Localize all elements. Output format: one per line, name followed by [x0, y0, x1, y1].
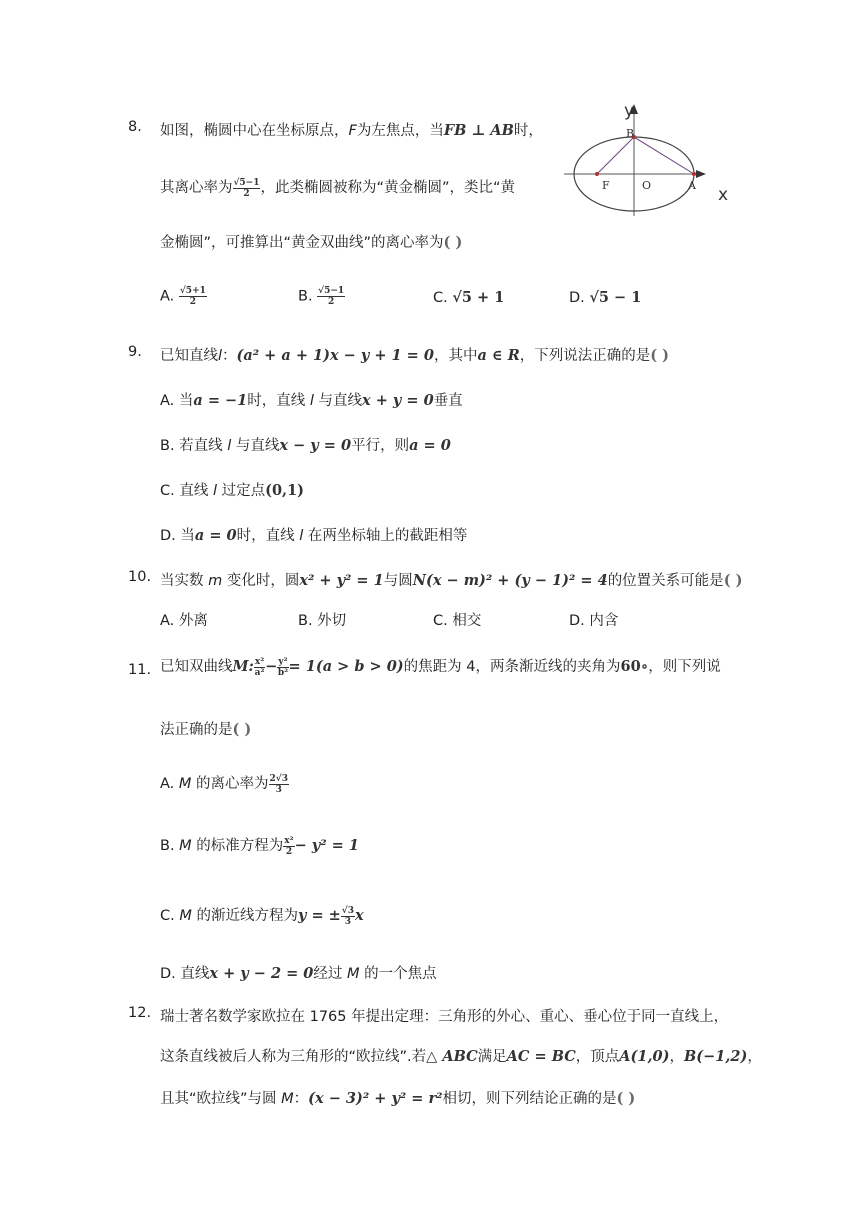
option-d: D. 内含 — [569, 613, 619, 629]
question-text-line1: 如图，椭圆中心在坐标原点，F为左焦点，当FB ⊥ AB时， — [160, 122, 543, 139]
question-number: 9. — [128, 344, 142, 360]
question-number: 10. — [128, 569, 152, 585]
eccentricity-fraction: $\frac{√5-1}{2}$ — [233, 177, 260, 199]
answer-parentheses: ( ) — [443, 234, 463, 251]
option-b: B. 外切 — [298, 613, 347, 629]
question-text-line2: 其离心率为 $\frac{√5-1}{2}$ ，此类椭圆被称为“黄金椭圆”，类比“黄 — [160, 177, 516, 199]
question-stem-line2: 法正确的是( ) — [160, 721, 252, 738]
question-stem-line2: 这条直线被后人称为三角形的“欧拉线”.若△ ABC满足AC = BC，顶点A(1,0)，B(−1,2)， — [160, 1048, 762, 1065]
option-a: A. 外离 — [160, 613, 208, 629]
option-c: C. 直线 l 过定点(0,1) — [160, 482, 305, 499]
question-number: 12. — [128, 1005, 152, 1021]
label-a: A — [688, 179, 696, 192]
label-o: O — [642, 179, 652, 192]
option-a: A. 当a = −1时，直线 l 与直线x + y = 0垂直 — [160, 392, 463, 409]
question-stem: 已知直线l：(a² + a + 1)x − y + 1 = 0，其中a ∈ R，下列说法正确的是( ) — [160, 347, 670, 364]
question-stem: 当实数 m 变化时，圆x² + y² = 1与圆N(x − m)² + (y − 1)² = 4的位置关系可能是( ) — [160, 572, 743, 589]
segment-ab — [634, 137, 694, 174]
option-d: D. 当a = 0时，直线 l 在两坐标轴上的截距相等 — [160, 527, 468, 544]
option-a: A. M 的离心率为 $\frac{2√3}{3}$ — [160, 773, 288, 795]
question-number: 11. — [128, 662, 152, 678]
point-f — [595, 172, 599, 176]
question-number: 8. — [128, 119, 142, 135]
option-d: D. √5 − 1 — [569, 289, 642, 306]
x-axis-arrow — [696, 170, 706, 178]
question-stem-line1: 已知双曲线M: $\frac{\text{x²}}{\text{a²}}$ − $\frac{\text{y²}}{\text{b²}}$ = 1(a > b > 0)的焦距为 4，两条渐近线的夹角为60∘，则下列说 — [160, 656, 721, 678]
label-f: F — [602, 179, 610, 192]
option-c: C. √5 + 1 — [433, 289, 505, 306]
label-b: B — [626, 127, 635, 140]
point-a — [692, 172, 696, 176]
label-y: y — [624, 101, 635, 121]
ellipse-figure — [560, 98, 740, 222]
option-a: A. $\frac{√5+1}{2}$ — [160, 286, 206, 307]
label-x: x — [718, 185, 729, 205]
option-d: D. 直线x + y − 2 = 0经过 M 的一个焦点 — [160, 965, 437, 982]
option-b: B. $\frac{√5-1}{2}$ — [298, 286, 345, 307]
question-stem-line3: 且其“欧拉线”与圆 M：(x − 3)² + y² = r²相切，则下列结论正确的是( ) — [160, 1090, 636, 1107]
option-c: C. 相交 — [433, 613, 482, 629]
question-stem-line1: 瑞士著名数学家欧拉在 1765 年提出定理：三角形的外心、重心、垂心位于同一直线上， — [160, 1009, 729, 1025]
question-text-line3: 金椭圆”，可推算出“黄金双曲线”的离心率为( ) — [160, 234, 463, 251]
perpendicular-condition: FB ⊥ AB — [443, 122, 514, 139]
option-c: C. M 的渐近线方程为y = ± $\frac{√3}{3}$ x — [160, 905, 364, 927]
option-b: B. M 的标准方程为 $\frac{\text{x²}}{2}$ − y² = 1 — [160, 835, 359, 857]
option-b: B. 若直线 l 与直线x − y = 0平行，则a = 0 — [160, 437, 451, 454]
